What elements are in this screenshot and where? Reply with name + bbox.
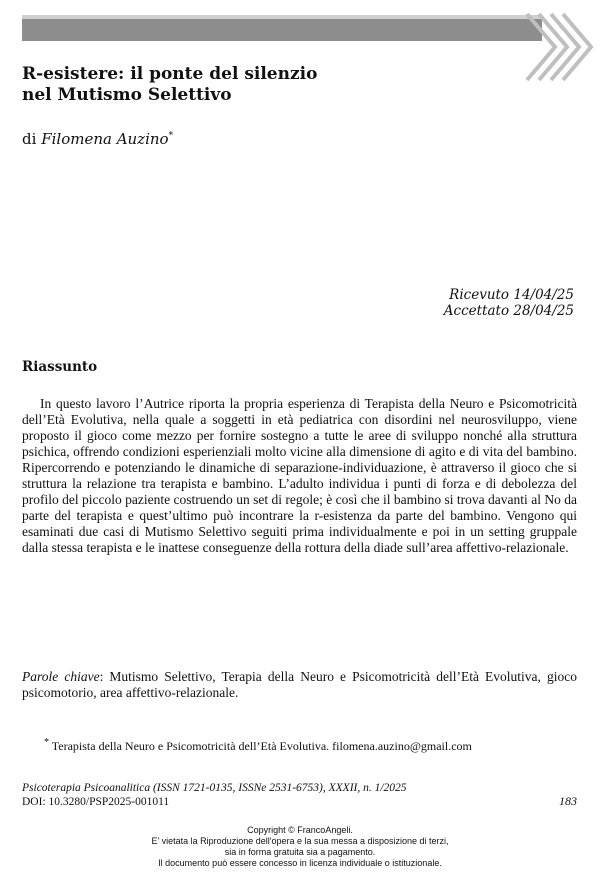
title-line-2: nel Mutismo Selettivo	[22, 85, 232, 105]
title-line-1: R-esistere: il ponte del silenzio	[22, 64, 318, 84]
copyright-line-1: Copyright © FrancoAngeli.	[247, 825, 353, 835]
copyright-line-2: E' vietata la Riproduzione dell'opera e la sua messa a disposizione di terzi,	[151, 836, 449, 846]
received-date: Ricevuto 14/04/25	[449, 287, 574, 303]
footnote	[22, 735, 577, 754]
author-line	[22, 130, 173, 148]
header-bar	[22, 15, 542, 41]
accepted-date: Accettato 28/04/25	[443, 303, 574, 319]
abstract-text: In questo lavoro l’Autrice riporta la propria esperienza di Terapista della Neuro e Psicomotricità dell’Età Evolutiva, nella quale a soggetti in età pediatrica con disordini nel neurosviluppo, viene proposto il gioco come mezzo per fornire sostegno a tutte le aree di sviluppo nonché alla struttura psichica, offrendo condizioni esperienziali molto vicine alla dimensione di agito e di vita del bambino. Ripercorrendo e potenziando le dinamiche di separazione-individuazione, è attraverso il gioco che si struttura la relazione tra terapista e bambino. L’adulto individua i punti di forza e di debolezza del profilo del piccolo paziente costruendo un set di regole; è così che il bambino si trova davanti al No da parte del terapista e quest’ultimo può incontrare la r-esistenza da parte del bambino. Vengono qui esaminati due casi di Mutismo Selettivo seguiti prima individualmente e poi in un setting gruppale dalla stessa terapista e le inattese conseguenze della rottura della diade sull’area affettivo-relazionale.	[22, 396, 577, 555]
abstract-heading: Riassunto	[22, 359, 98, 375]
footnote-text: Terapista della Neuro e Psicomotricità dell’Età Evolutiva. filomena.auzino@gmail.com	[49, 739, 472, 753]
author-name: Filomena Auzino	[41, 130, 169, 148]
chevron-decoration-icon	[525, 10, 595, 85]
footnote-mark: *	[44, 737, 49, 748]
page-number: 183	[559, 794, 577, 808]
journal-doi: DOI: 10.3280/PSP2025-001011	[22, 796, 170, 808]
article-title	[22, 64, 317, 106]
keywords-label: Parole chiave	[22, 669, 100, 684]
author-footnote-mark: *	[168, 131, 174, 141]
copyright-line-3: sia in forma gratuita sia a pagamento.	[224, 847, 376, 857]
journal-info	[22, 781, 407, 809]
journal-citation: Psicoterapia Psicoanalitica (ISSN 1721-0135, ISSNe 2531-6753), XXXII, n. 1/2025	[22, 782, 407, 794]
dates-block	[444, 287, 574, 319]
author-prefix: di	[22, 130, 37, 148]
keywords-text: : Mutismo Selettivo, Terapia della Neuro e Psicomotricità dell’Età Evolutiva, gioco psicomotorio, area affettivo-relazionale.	[22, 669, 578, 700]
copyright-line-4: Il documento può essere concesso in licenza individuale o istituzionale.	[158, 858, 442, 868]
copyright-notice	[0, 825, 600, 869]
keywords	[22, 669, 577, 701]
